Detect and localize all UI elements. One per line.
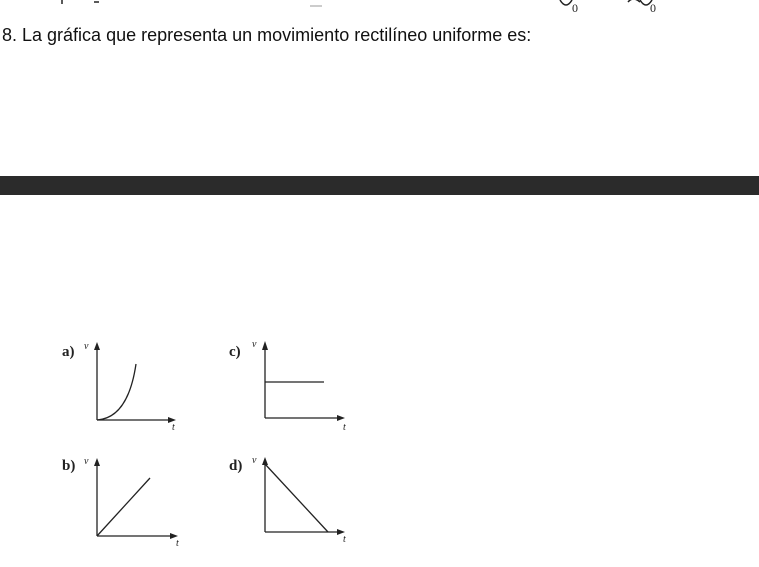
option-c-label: c) bbox=[229, 344, 241, 360]
option-d-v-label: v bbox=[252, 455, 257, 466]
cropped-fragments bbox=[0, 0, 759, 18]
option-c-t-label: t bbox=[343, 422, 346, 433]
option-a-label: a) bbox=[62, 344, 75, 360]
cropped-previous-content bbox=[0, 0, 759, 18]
question-text: 8. La gráfica que representa un movimiento rectilíneo uniforme es: bbox=[2, 25, 532, 45]
option-c-v-label: v bbox=[252, 339, 257, 350]
option-b-v-arrow bbox=[94, 458, 100, 466]
option-d-label: d) bbox=[229, 458, 243, 474]
option-b-graph bbox=[60, 452, 210, 564]
option-c-t-arrow bbox=[337, 415, 345, 421]
option-d-linear-line bbox=[265, 464, 328, 532]
option-a-v-arrow bbox=[94, 342, 100, 350]
option-d-t-label: t bbox=[343, 534, 346, 545]
option-a[interactable] bbox=[60, 336, 210, 448]
option-a-t-arrow bbox=[168, 417, 176, 423]
option-b-linear-line bbox=[97, 478, 150, 536]
svg-text:0: 0 bbox=[572, 1, 578, 15]
option-b-v-label: v bbox=[84, 456, 89, 467]
option-d-t-arrow bbox=[337, 529, 345, 535]
option-c-graph bbox=[228, 336, 378, 448]
option-d-graph bbox=[228, 452, 378, 564]
option-d-v-arrow bbox=[262, 457, 268, 465]
option-c[interactable] bbox=[228, 336, 378, 448]
option-d[interactable] bbox=[228, 452, 378, 564]
option-b[interactable] bbox=[60, 452, 210, 564]
option-a-v-label: v bbox=[84, 341, 89, 352]
option-a-graph bbox=[60, 336, 210, 448]
option-b-t-arrow bbox=[170, 533, 178, 539]
option-b-t-label: t bbox=[176, 538, 179, 549]
option-a-t-label: t bbox=[172, 422, 175, 433]
svg-text:0: 0 bbox=[650, 1, 656, 15]
option-a-curve bbox=[97, 364, 136, 420]
divider-bar bbox=[0, 176, 759, 195]
option-c-v-arrow bbox=[262, 341, 268, 350]
option-b-label: b) bbox=[62, 458, 76, 474]
